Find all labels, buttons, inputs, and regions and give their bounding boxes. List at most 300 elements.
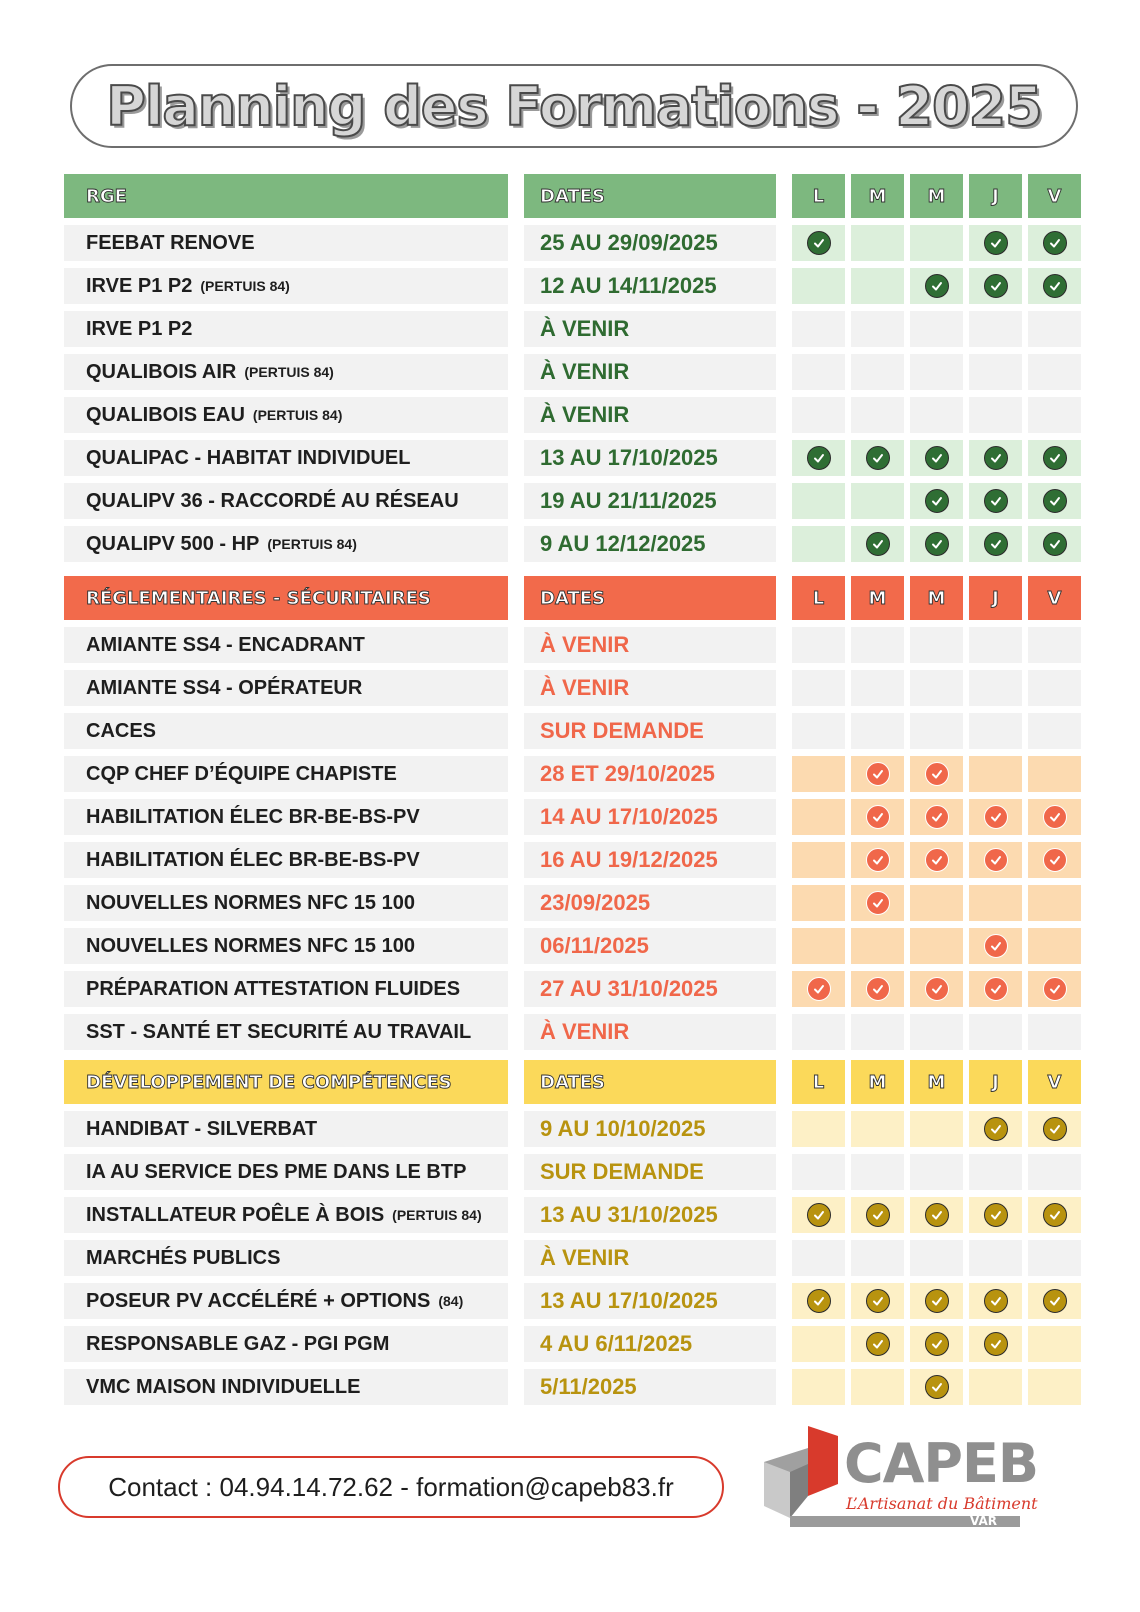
check-icon xyxy=(984,934,1008,958)
check-icon xyxy=(984,805,1008,829)
training-name-cell xyxy=(64,354,508,390)
training-name: RESPONSABLE GAZ - PGI PGM xyxy=(86,1332,390,1355)
day-cell xyxy=(969,354,1022,390)
check-icon xyxy=(984,1289,1008,1313)
check-icon xyxy=(1043,977,1067,1001)
training-date: À VENIR xyxy=(524,311,776,347)
day-cell xyxy=(792,440,845,476)
check-icon xyxy=(866,1203,890,1227)
day-cell xyxy=(910,1240,963,1276)
training-name: HANDIBAT - SILVERBAT xyxy=(86,1117,318,1140)
check-icon xyxy=(1043,231,1067,255)
day-cell xyxy=(1028,354,1081,390)
training-date: 13 AU 17/10/2025 xyxy=(524,1283,776,1319)
day-cell xyxy=(969,440,1022,476)
day-cell xyxy=(851,397,904,433)
day-cell xyxy=(1028,885,1081,921)
check-icon xyxy=(984,446,1008,470)
check-icon xyxy=(925,1203,949,1227)
training-row xyxy=(64,670,1080,706)
day-cell xyxy=(969,311,1022,347)
check-icon xyxy=(866,532,890,556)
training-name-cell xyxy=(64,670,508,706)
day-cell xyxy=(792,928,845,964)
day-cell xyxy=(969,1197,1022,1233)
day-cell xyxy=(910,670,963,706)
section-title: RGE xyxy=(64,174,508,218)
day-cell xyxy=(1028,928,1081,964)
section-header xyxy=(64,1060,1080,1104)
day-cell xyxy=(851,483,904,519)
day-cell xyxy=(792,354,845,390)
day-cell xyxy=(851,1369,904,1405)
day-header: J xyxy=(969,174,1022,218)
dates-header: DATES xyxy=(524,1060,776,1104)
training-location-note: (PERTUIS 84) xyxy=(392,1207,482,1223)
training-name: NOUVELLES NORMES NFC 15 100 xyxy=(86,934,415,957)
check-icon xyxy=(1043,274,1067,298)
day-cell xyxy=(910,928,963,964)
day-cell xyxy=(792,842,845,878)
training-row xyxy=(64,311,1080,347)
day-cell xyxy=(851,928,904,964)
training-name: AMIANTE SS4 - OPÉRATEUR xyxy=(86,676,363,699)
training-date: À VENIR xyxy=(524,1240,776,1276)
training-row xyxy=(64,928,1080,964)
day-header: M xyxy=(851,174,904,218)
day-cell xyxy=(910,713,963,749)
day-cell xyxy=(851,311,904,347)
training-date: 9 AU 10/10/2025 xyxy=(524,1111,776,1147)
day-cell xyxy=(792,799,845,835)
day-header: M xyxy=(910,576,963,620)
training-date: 14 AU 17/10/2025 xyxy=(524,799,776,835)
training-location-note: (PERTUIS 84) xyxy=(252,407,343,423)
check-icon xyxy=(925,805,949,829)
training-name: FEEBAT RENOVE xyxy=(86,231,255,254)
day-cell xyxy=(910,971,963,1007)
day-cell xyxy=(910,311,963,347)
day-cell xyxy=(910,354,963,390)
training-row xyxy=(64,971,1080,1007)
day-header: J xyxy=(969,576,1022,620)
day-cell xyxy=(969,483,1022,519)
training-date: 4 AU 6/11/2025 xyxy=(524,1326,776,1362)
day-cell xyxy=(851,799,904,835)
training-name-cell xyxy=(64,1197,508,1233)
day-cell xyxy=(910,440,963,476)
day-cell xyxy=(851,225,904,261)
day-cell xyxy=(1028,1111,1081,1147)
day-cell xyxy=(1028,1197,1081,1233)
day-cell xyxy=(910,1326,963,1362)
day-cell xyxy=(851,756,904,792)
training-date: À VENIR xyxy=(524,354,776,390)
day-cell xyxy=(969,268,1022,304)
day-cell xyxy=(851,268,904,304)
day-cell xyxy=(1028,483,1081,519)
day-cell xyxy=(792,1111,845,1147)
check-icon xyxy=(925,762,949,786)
day-cell xyxy=(1028,627,1081,663)
check-icon xyxy=(807,1203,831,1227)
training-name-cell xyxy=(64,397,508,433)
day-cell xyxy=(851,1197,904,1233)
training-date: SUR DEMANDE xyxy=(524,713,776,749)
day-cell xyxy=(910,1197,963,1233)
check-icon xyxy=(807,446,831,470)
training-name-cell xyxy=(64,1326,508,1362)
training-row xyxy=(64,713,1080,749)
day-cell xyxy=(910,885,963,921)
day-header: M xyxy=(910,174,963,218)
day-cell xyxy=(792,756,845,792)
training-name: VMC MAISON INDIVIDUELLE xyxy=(86,1375,361,1398)
training-row xyxy=(64,627,1080,663)
day-cell xyxy=(792,1326,845,1362)
day-cell xyxy=(910,756,963,792)
check-icon xyxy=(866,891,890,915)
dates-header: DATES xyxy=(524,576,776,620)
training-row xyxy=(64,1326,1080,1362)
training-date: 19 AU 21/11/2025 xyxy=(524,483,776,519)
section-title: RÉGLEMENTAIRES - SÉCURITAIRES xyxy=(64,576,508,620)
training-name: HABILITATION ÉLEC BR-BE-BS-PV xyxy=(86,848,420,871)
training-name: QUALIPV 36 - RACCORDÉ AU RÉSEAU xyxy=(86,489,459,512)
day-cell xyxy=(851,354,904,390)
day-cell xyxy=(910,842,963,878)
day-cell xyxy=(969,1369,1022,1405)
day-cell xyxy=(910,268,963,304)
day-cell xyxy=(792,1283,845,1319)
day-header: L xyxy=(792,174,845,218)
day-cell xyxy=(969,1240,1022,1276)
training-name-cell xyxy=(64,1014,508,1050)
day-header: M xyxy=(910,1060,963,1104)
day-cell xyxy=(1028,1283,1081,1319)
day-cell xyxy=(969,1154,1022,1190)
check-icon xyxy=(1043,446,1067,470)
day-cell xyxy=(910,1154,963,1190)
training-name-cell xyxy=(64,756,508,792)
day-cell xyxy=(969,397,1022,433)
day-cell xyxy=(969,1326,1022,1362)
training-name-cell xyxy=(64,526,508,562)
training-name-cell xyxy=(64,311,508,347)
day-cell xyxy=(851,1014,904,1050)
day-cell xyxy=(851,627,904,663)
training-name: NOUVELLES NORMES NFC 15 100 xyxy=(86,891,415,914)
check-icon xyxy=(807,1289,831,1313)
training-row xyxy=(64,1154,1080,1190)
day-cell xyxy=(792,1197,845,1233)
day-header: V xyxy=(1028,1060,1081,1104)
day-cell xyxy=(969,1283,1022,1319)
day-cell xyxy=(969,526,1022,562)
day-header: M xyxy=(851,576,904,620)
day-cell xyxy=(1028,1154,1081,1190)
check-icon xyxy=(984,977,1008,1001)
check-icon xyxy=(925,848,949,872)
training-date: 13 AU 17/10/2025 xyxy=(524,440,776,476)
day-cell xyxy=(851,1154,904,1190)
training-name-cell xyxy=(64,928,508,964)
day-cell xyxy=(851,1283,904,1319)
section-rge xyxy=(64,174,1080,562)
training-date: À VENIR xyxy=(524,627,776,663)
day-cell xyxy=(969,971,1022,1007)
check-icon xyxy=(866,762,890,786)
day-cell xyxy=(851,971,904,1007)
logo-tagline: L’Artisanat du Bâtiment xyxy=(846,1494,1038,1513)
day-cell xyxy=(910,526,963,562)
day-cell xyxy=(1028,713,1081,749)
training-date: 12 AU 14/11/2025 xyxy=(524,268,776,304)
training-name-cell xyxy=(64,885,508,921)
training-date: 06/11/2025 xyxy=(524,928,776,964)
day-cell xyxy=(1028,1369,1081,1405)
training-row xyxy=(64,885,1080,921)
training-date: À VENIR xyxy=(524,670,776,706)
day-cell xyxy=(1028,799,1081,835)
day-header: V xyxy=(1028,174,1081,218)
day-cell xyxy=(969,1111,1022,1147)
training-date: SUR DEMANDE xyxy=(524,1154,776,1190)
check-icon xyxy=(984,1117,1008,1141)
check-icon xyxy=(1043,805,1067,829)
day-cell xyxy=(969,627,1022,663)
day-cell xyxy=(910,225,963,261)
training-row xyxy=(64,1369,1080,1405)
day-cell xyxy=(792,311,845,347)
check-icon xyxy=(866,1332,890,1356)
day-cell xyxy=(910,1111,963,1147)
check-icon xyxy=(984,532,1008,556)
training-row xyxy=(64,440,1080,476)
training-date: 23/09/2025 xyxy=(524,885,776,921)
training-name: QUALIPAC - HABITAT INDIVIDUEL xyxy=(86,446,411,469)
day-cell xyxy=(1028,225,1081,261)
day-cell xyxy=(910,1369,963,1405)
day-cell xyxy=(792,1014,845,1050)
day-cell xyxy=(792,1154,845,1190)
day-cell xyxy=(969,713,1022,749)
day-cell xyxy=(792,483,845,519)
training-name-cell xyxy=(64,1154,508,1190)
day-cell xyxy=(851,1240,904,1276)
section-developpement xyxy=(64,1060,1080,1405)
training-name-cell xyxy=(64,842,508,878)
day-cell xyxy=(792,1240,845,1276)
training-date: 25 AU 29/09/2025 xyxy=(524,225,776,261)
day-cell xyxy=(1028,268,1081,304)
day-cell xyxy=(851,1326,904,1362)
day-cell xyxy=(910,483,963,519)
check-icon xyxy=(1043,1117,1067,1141)
training-name-cell xyxy=(64,1283,508,1319)
training-name: INSTALLATEUR POÊLE À BOIS xyxy=(86,1203,385,1226)
training-row xyxy=(64,1014,1080,1050)
training-row xyxy=(64,354,1080,390)
training-name-cell xyxy=(64,1240,508,1276)
day-cell xyxy=(792,1369,845,1405)
check-icon xyxy=(866,848,890,872)
training-row xyxy=(64,225,1080,261)
day-cell xyxy=(792,627,845,663)
day-cell xyxy=(851,670,904,706)
training-location-note: (PERTUIS 84) xyxy=(244,364,334,380)
day-cell xyxy=(851,842,904,878)
day-cell xyxy=(969,885,1022,921)
check-icon xyxy=(925,1375,949,1399)
training-name: QUALIBOIS EAU xyxy=(86,403,245,426)
check-icon xyxy=(866,1289,890,1313)
training-name: IA AU SERVICE DES PME DANS LE BTP xyxy=(86,1160,467,1183)
day-cell xyxy=(1028,311,1081,347)
training-name-cell xyxy=(64,483,508,519)
logo-region: VAR xyxy=(970,1514,997,1528)
training-row xyxy=(64,268,1080,304)
training-name-cell xyxy=(64,713,508,749)
day-cell xyxy=(969,670,1022,706)
training-row xyxy=(64,397,1080,433)
day-cell xyxy=(1028,842,1081,878)
logo-wordmark: CAPEB xyxy=(844,1432,1039,1495)
day-cell xyxy=(1028,526,1081,562)
check-icon xyxy=(984,231,1008,255)
day-cell xyxy=(1028,1326,1081,1362)
check-icon xyxy=(925,1289,949,1313)
section-header xyxy=(64,174,1080,218)
check-icon xyxy=(1043,1289,1067,1313)
capeb-logo-icon xyxy=(760,1426,850,1526)
training-date: 27 AU 31/10/2025 xyxy=(524,971,776,1007)
day-cell xyxy=(1028,670,1081,706)
training-date: 28 ET 29/10/2025 xyxy=(524,756,776,792)
training-name-cell xyxy=(64,268,508,304)
training-name: MARCHÉS PUBLICS xyxy=(86,1246,281,1269)
day-header: V xyxy=(1028,576,1081,620)
training-name-cell xyxy=(64,440,508,476)
training-row xyxy=(64,1111,1080,1147)
training-date: 13 AU 31/10/2025 xyxy=(524,1197,776,1233)
check-icon xyxy=(984,1332,1008,1356)
training-name: IRVE P1 P2 xyxy=(86,317,193,340)
day-cell xyxy=(910,627,963,663)
check-icon xyxy=(925,274,949,298)
day-cell xyxy=(792,713,845,749)
day-cell xyxy=(851,526,904,562)
day-cell xyxy=(969,928,1022,964)
training-row xyxy=(64,799,1080,835)
day-cell xyxy=(792,670,845,706)
training-name: POSEUR PV ACCÉLÉRÉ + OPTIONS xyxy=(86,1289,431,1312)
training-date: 16 AU 19/12/2025 xyxy=(524,842,776,878)
training-date: 9 AU 12/12/2025 xyxy=(524,526,776,562)
day-cell xyxy=(792,885,845,921)
day-cell xyxy=(792,397,845,433)
day-cell xyxy=(969,842,1022,878)
check-icon xyxy=(1043,532,1067,556)
day-header: J xyxy=(969,1060,1022,1104)
training-name: PRÉPARATION ATTESTATION FLUIDES xyxy=(86,977,461,1000)
check-icon xyxy=(925,1332,949,1356)
check-icon xyxy=(925,977,949,1001)
check-icon xyxy=(925,532,949,556)
training-name-cell xyxy=(64,627,508,663)
training-name-cell xyxy=(64,225,508,261)
page-title: Planning des Formations - 2025 xyxy=(106,74,1042,138)
check-icon xyxy=(1043,489,1067,513)
contact-info: Contact : 04.94.14.72.62 - formation@capeb83.fr xyxy=(58,1456,724,1518)
day-cell xyxy=(1028,971,1081,1007)
check-icon xyxy=(866,446,890,470)
section-header xyxy=(64,576,1080,620)
day-cell xyxy=(792,225,845,261)
title-banner xyxy=(70,64,1078,148)
check-icon xyxy=(925,446,949,470)
training-name: SST - SANTÉ ET SECURITÉ AU TRAVAIL xyxy=(86,1020,472,1043)
day-cell xyxy=(1028,1014,1081,1050)
day-cell xyxy=(969,225,1022,261)
day-cell xyxy=(1028,756,1081,792)
check-icon xyxy=(866,977,890,1001)
training-name: IRVE P1 P2 xyxy=(86,274,193,297)
check-icon xyxy=(984,848,1008,872)
training-row xyxy=(64,1240,1080,1276)
training-name: CQP CHEF D’ÉQUIPE CHAPISTE xyxy=(86,762,397,785)
check-icon xyxy=(1043,1203,1067,1227)
check-icon xyxy=(866,805,890,829)
check-icon xyxy=(984,489,1008,513)
capeb-logo xyxy=(760,1420,1060,1535)
training-name-cell xyxy=(64,1111,508,1147)
training-location-note: (PERTUIS 84) xyxy=(267,536,357,552)
day-header: L xyxy=(792,1060,845,1104)
section-reglementaires xyxy=(64,576,1080,1050)
day-cell xyxy=(969,1014,1022,1050)
check-icon xyxy=(984,274,1008,298)
day-cell xyxy=(851,440,904,476)
training-name-cell xyxy=(64,1369,508,1405)
day-cell xyxy=(851,713,904,749)
day-cell xyxy=(792,526,845,562)
section-title: DÉVELOPPEMENT DE COMPÉTENCES xyxy=(64,1060,508,1104)
day-cell xyxy=(969,799,1022,835)
day-cell xyxy=(910,1283,963,1319)
training-name: CACES xyxy=(86,719,157,742)
training-name-cell xyxy=(64,971,508,1007)
check-icon xyxy=(984,1203,1008,1227)
training-row xyxy=(64,526,1080,562)
day-cell xyxy=(851,885,904,921)
training-row xyxy=(64,1197,1080,1233)
training-name: QUALIPV 500 - HP xyxy=(86,532,260,555)
training-name: AMIANTE SS4 - ENCADRANT xyxy=(86,633,365,656)
day-cell xyxy=(792,971,845,1007)
day-cell xyxy=(1028,397,1081,433)
training-row xyxy=(64,756,1080,792)
training-date: À VENIR xyxy=(524,397,776,433)
training-row xyxy=(64,842,1080,878)
training-name: HABILITATION ÉLEC BR-BE-BS-PV xyxy=(86,805,420,828)
day-cell xyxy=(969,756,1022,792)
day-cell xyxy=(910,1014,963,1050)
training-name-cell xyxy=(64,799,508,835)
training-location-note: (84) xyxy=(438,1293,464,1309)
day-cell xyxy=(910,397,963,433)
training-name: QUALIBOIS AIR xyxy=(86,360,237,383)
